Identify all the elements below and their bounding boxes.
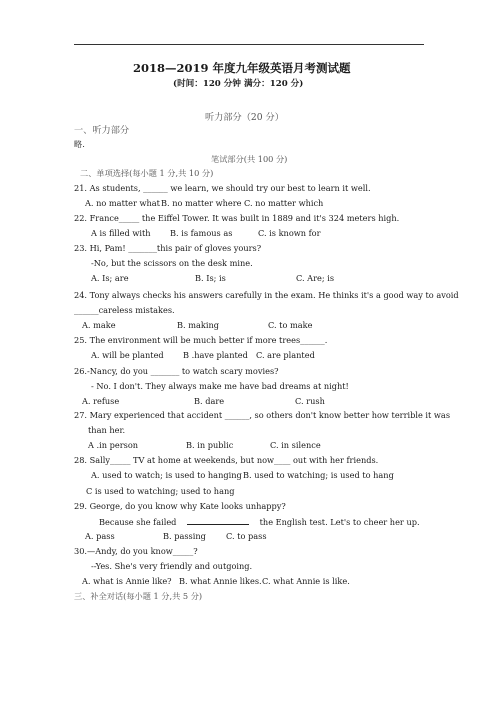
exam-info: (时间：120 分钟 满分：120 分) xyxy=(173,79,304,89)
q23-response: -No, but the scissors on the desk mine. xyxy=(91,258,253,268)
q24-option-c: C. to make xyxy=(268,320,313,330)
q26-option-b: B. dare xyxy=(194,396,225,406)
q24-option-a: A. make xyxy=(82,320,116,330)
q25-option-c: C. are planted xyxy=(256,350,315,360)
listening-heading: 听力部分（20 分） xyxy=(205,112,284,123)
q24-continuation: ______careless mistakes. xyxy=(74,305,175,315)
q21-option-b: B. no matter where xyxy=(161,198,242,208)
q28-option-c: C is used to watching; used to hang xyxy=(86,486,235,496)
q25-option-b: B .have planted xyxy=(183,350,248,360)
q26-response: - No. I don't. They always make me have bad dreams at night! xyxy=(91,381,349,391)
q24-stem: 24. Tony always checks his answers carefully in the exam. He thinks it's a good way to avoid xyxy=(74,290,459,300)
q21-stem: 21. As students, ______ we learn, we should try our best to learn it well. xyxy=(74,183,371,193)
q27-continuation: than her. xyxy=(88,425,126,435)
q23-stem: 23. Hi, Pam! _______this pair of gloves yours? xyxy=(74,243,262,253)
q30-option-c: C. what Annie is like. xyxy=(262,576,350,586)
q21-option-a: A. no matter what xyxy=(85,198,160,208)
q30-stem: 30.—Andy, do you know_____? xyxy=(74,546,198,556)
q26-option-a: A. refuse xyxy=(82,396,120,406)
q25-option-a: A. will be planted xyxy=(91,350,164,360)
q29-sentence-start: Because she failed xyxy=(99,517,177,527)
q25-stem: 25. The environment will be much better if more trees______. xyxy=(74,335,328,345)
written-heading: 笔试部分(共 100 分) xyxy=(211,154,288,164)
q29-sentence-end: the English test. Let's to cheer her up. xyxy=(259,517,420,527)
top-rule xyxy=(74,44,424,45)
q30-option-b: B. what Annie likes. xyxy=(179,576,262,586)
q29-answer-blank xyxy=(187,516,249,525)
q23-option-c: C. Are; is xyxy=(296,273,335,283)
q27-stem: 27. Mary experienced that accident ______, so others don't know better how terrible it was xyxy=(74,410,451,420)
page-title: 2018—2019 年度九年级英语月考测试题 xyxy=(133,61,351,75)
q29-option-a: A. pass xyxy=(85,531,115,541)
q22-option-c: C. is known for xyxy=(258,228,321,238)
q29-option-b: B. passing xyxy=(163,531,206,541)
q24-option-b: B. making xyxy=(177,320,219,330)
q28-stem: 28. Sally_____ TV at home at weekends, but now____ out with her friends. xyxy=(74,455,379,465)
q23-option-a: A. Is; are xyxy=(91,273,129,283)
q27-option-a: A .in person xyxy=(88,440,139,450)
q30-response: --Yes. She's very friendly and outgoing. xyxy=(91,561,253,571)
part2-heading: 二、单项选择(每小题 1 分,共 10 分) xyxy=(80,168,214,178)
q30-option-a: A. what is Annie like? xyxy=(82,576,172,586)
q29-stem: 29. George, do you know why Kate looks unhappy? xyxy=(74,501,286,511)
part3-heading: 三、补全对话(每小题 1 分,共 5 分) xyxy=(74,591,203,601)
q26-option-c: C. rush xyxy=(295,396,325,406)
q21-option-c: C. no matter which xyxy=(244,198,324,208)
q28-option-a: A. used to watch; is used to hanging xyxy=(91,470,242,480)
q22-option-b: B. is famous as xyxy=(170,228,233,238)
part1-heading: 一、听力部分 xyxy=(74,125,130,136)
q29-option-c: C. to pass xyxy=(226,531,267,541)
part1-note: 略. xyxy=(74,139,85,149)
q27-option-b: B. in public xyxy=(186,440,234,450)
q27-option-c: C. in silence xyxy=(270,440,321,450)
q23-option-b: B. Is; is xyxy=(195,273,226,283)
q26-stem: 26.-Nancy, do you _______ to watch scary movies? xyxy=(74,366,279,376)
q22-stem: 22. France_____ the Eiffel Tower. It was built in 1889 and it's 324 meters high. xyxy=(74,213,400,223)
q22-option-a: A is filled with xyxy=(91,228,151,238)
q28-option-b: B. used to watching; is used to hang xyxy=(243,470,394,480)
q29-sentence xyxy=(99,516,420,528)
